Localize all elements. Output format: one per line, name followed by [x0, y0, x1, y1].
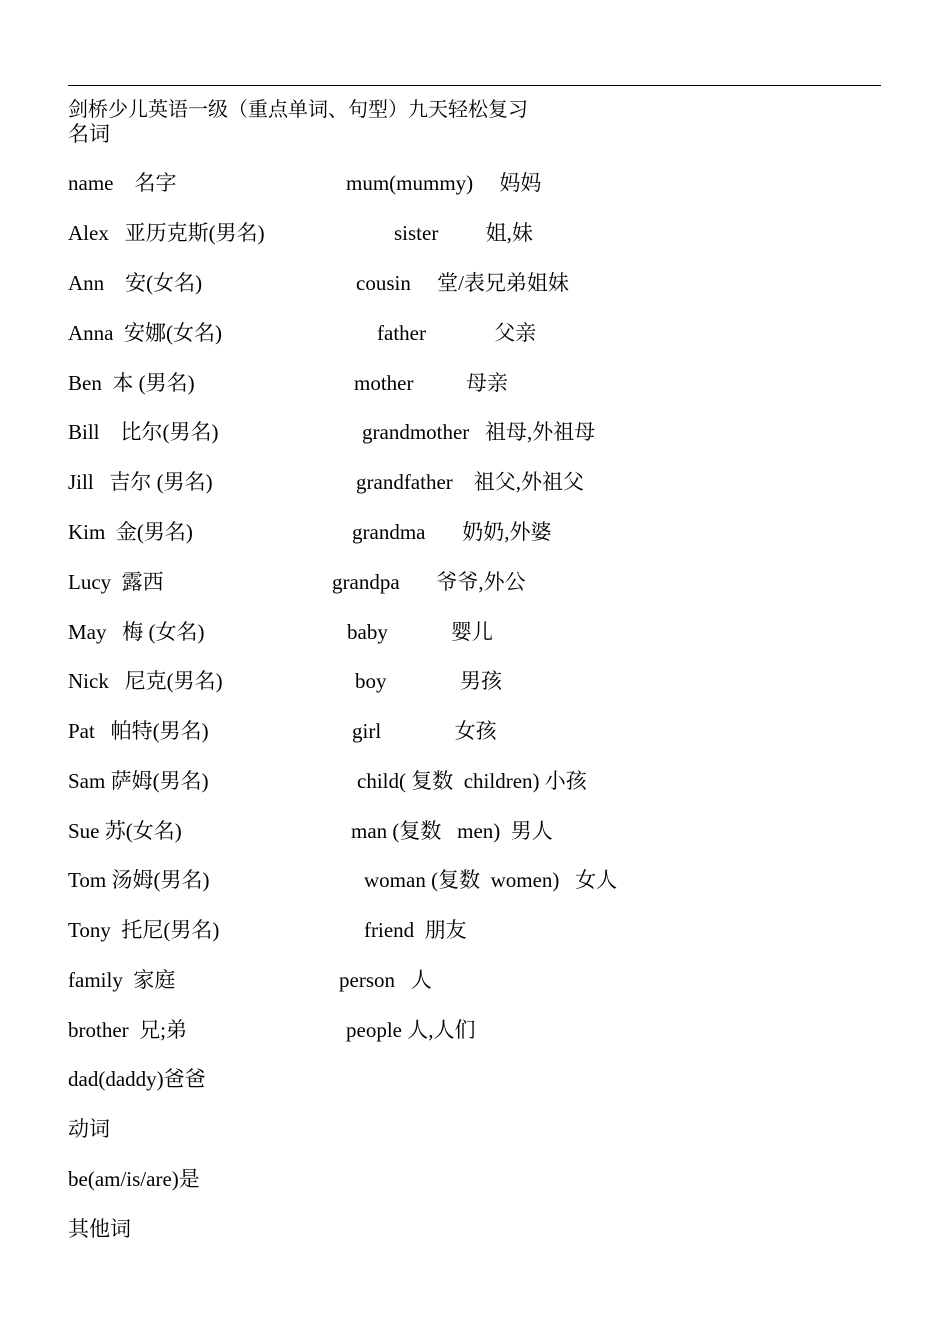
- noun-left: Nick 尼克(男名): [68, 669, 223, 693]
- noun-left: family 家庭: [68, 968, 176, 992]
- section-label-nouns: 名词: [68, 122, 110, 146]
- header-rule: [68, 85, 881, 86]
- document-title: 剑桥少儿英语一级（重点单词、句型）九天轻松复习: [68, 97, 528, 121]
- noun-left: Pat 帕特(男名): [68, 719, 209, 743]
- noun-right: woman (复数 women) 女人: [364, 868, 618, 892]
- noun-left: brother 兄;弟: [68, 1018, 187, 1042]
- noun-right: grandmother 祖母,外祖母: [362, 420, 596, 444]
- noun-left: Tony 托尼(男名): [68, 918, 220, 942]
- noun-left: Sue 苏(女名): [68, 819, 182, 843]
- noun-right: child( 复数 children) 小孩: [357, 769, 587, 793]
- noun-left: Lucy 露西: [68, 570, 164, 594]
- noun-left: May 梅 (女名): [68, 620, 205, 644]
- noun-left: Ben 本 (男名): [68, 371, 195, 395]
- noun-right: people 人,人们: [346, 1018, 476, 1042]
- noun-right: grandpa 爷爷,外公: [332, 570, 526, 594]
- noun-right: girl 女孩: [352, 719, 497, 743]
- noun-right: baby 婴儿: [347, 620, 493, 644]
- noun-left: Kim 金(男名): [68, 520, 193, 544]
- noun-left: name 名字: [68, 171, 177, 195]
- section-label-verbs: 动词: [68, 1117, 110, 1141]
- noun-right: cousin 堂/表兄弟姐妹: [356, 271, 569, 295]
- noun-left: Ann 安(女名): [68, 271, 203, 295]
- noun-right: man (复数 men) 男人: [351, 819, 553, 843]
- noun-left: Sam 萨姆(男名): [68, 769, 209, 793]
- noun-right: sister 姐,妹: [394, 221, 533, 245]
- noun-right: boy 男孩: [355, 669, 502, 693]
- section-label-others: 其他词: [68, 1217, 131, 1241]
- verb-entry: be(am/is/are)是: [68, 1167, 200, 1191]
- noun-left: Anna 安娜(女名): [68, 321, 222, 345]
- noun-left: Jill 吉尔 (男名): [68, 470, 213, 494]
- noun-right: mother 母亲: [354, 371, 508, 395]
- noun-left: dad(daddy)爸爸: [68, 1067, 206, 1091]
- noun-right: father 父亲: [377, 321, 537, 345]
- noun-right: grandma 奶奶,外婆: [352, 520, 552, 544]
- noun-right: person 人: [339, 968, 432, 992]
- noun-right: grandfather 祖父,外祖父: [356, 470, 585, 494]
- noun-right: mum(mummy) 妈妈: [346, 171, 542, 195]
- noun-left: Alex 亚历克斯(男名): [68, 221, 265, 245]
- noun-right: friend 朋友: [364, 918, 467, 942]
- noun-left: Tom 汤姆(男名): [68, 868, 210, 892]
- noun-left: Bill 比尔(男名): [68, 420, 219, 444]
